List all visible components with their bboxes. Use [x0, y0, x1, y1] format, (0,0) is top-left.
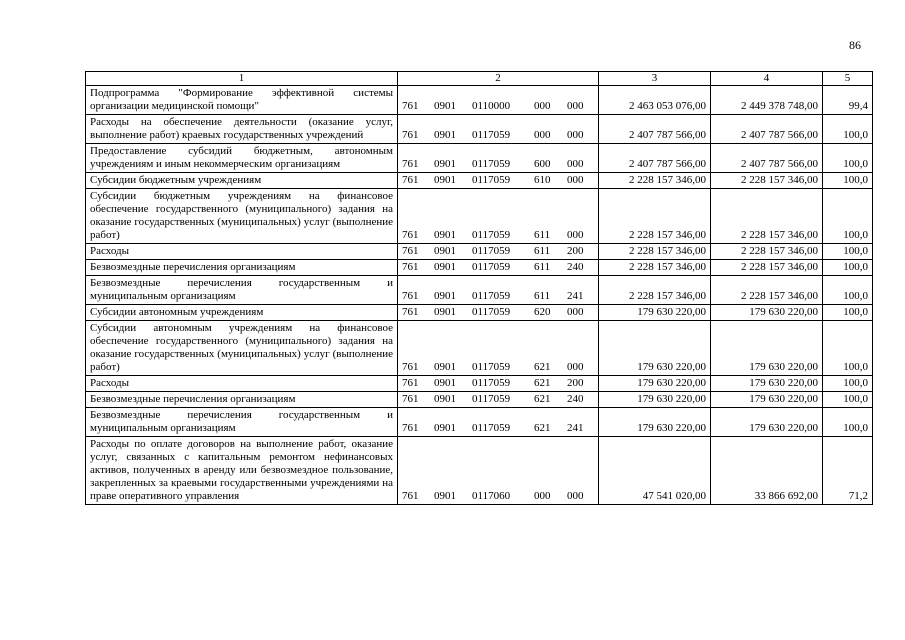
section-code: 0901 — [434, 100, 456, 112]
section-code: 0901 — [434, 490, 456, 502]
execution-percent: 100,0 — [823, 189, 873, 244]
table-row — [86, 144, 873, 173]
expense-type-code: 621 — [534, 377, 551, 389]
admin-code: 761 — [402, 393, 419, 405]
planned-amount: 179 630 220,00 — [599, 321, 711, 376]
admin-code: 761 — [402, 361, 419, 373]
table-row — [86, 189, 873, 244]
table-row — [86, 305, 873, 321]
execution-percent: 99,4 — [823, 86, 873, 115]
table-row — [86, 86, 873, 115]
actual-amount: 2 228 157 346,00 — [711, 244, 823, 260]
item-code: 0117059 — [472, 158, 511, 170]
kosgu-code: 200 — [567, 377, 584, 389]
admin-code: 761 — [402, 377, 419, 389]
execution-percent: 100,0 — [823, 260, 873, 276]
actual-amount: 179 630 220,00 — [711, 392, 823, 408]
row-codes — [398, 305, 599, 321]
planned-amount: 2 407 787 566,00 — [599, 115, 711, 144]
expense-type-code: 621 — [534, 422, 551, 434]
budget-execution-table — [85, 71, 873, 505]
expense-type-code: 000 — [534, 129, 551, 141]
execution-percent: 100,0 — [823, 115, 873, 144]
execution-percent: 100,0 — [823, 305, 873, 321]
row-name: Субсидии автономным учреждениям на финансовое обеспечение государственного (муниципального) задания на оказание государственных (муниципальных) услуг (выполнение работ) — [86, 321, 398, 376]
kosgu-code: 241 — [567, 422, 584, 434]
expense-type-code: 621 — [534, 393, 551, 405]
execution-percent: 100,0 — [823, 321, 873, 376]
row-name: Безвозмездные перечисления государственным и муниципальным организациям — [86, 408, 398, 437]
table-row — [86, 173, 873, 189]
row-codes — [398, 321, 599, 376]
actual-amount: 2 228 157 346,00 — [711, 189, 823, 244]
row-name: Субсидии бюджетным учреждениям на финансовое обеспечение государственного (муниципального) задания на оказание государственных (муниципальных) услуг (выполнение работ) — [86, 189, 398, 244]
row-codes — [398, 189, 599, 244]
row-codes — [398, 144, 599, 173]
execution-percent: 100,0 — [823, 173, 873, 189]
expense-type-code: 620 — [534, 306, 551, 318]
row-name: Предоставление субсидий бюджетным, автономным учреждениям и иным некоммерческим организациям — [86, 144, 398, 173]
expense-type-code: 611 — [534, 245, 551, 257]
actual-amount: 179 630 220,00 — [711, 408, 823, 437]
kosgu-code: 200 — [567, 245, 584, 257]
row-name: Безвозмездные перечисления организациям — [86, 260, 398, 276]
execution-percent: 71,2 — [823, 437, 873, 505]
actual-amount: 33 866 692,00 — [711, 437, 823, 505]
row-name: Безвозмездные перечисления организациям — [86, 392, 398, 408]
section-code: 0901 — [434, 174, 456, 186]
item-code: 0117059 — [472, 290, 511, 302]
item-code: 0110000 — [472, 100, 511, 112]
admin-code: 761 — [402, 245, 419, 257]
execution-percent: 100,0 — [823, 244, 873, 260]
expense-type-code: 611 — [534, 229, 551, 241]
actual-amount: 2 228 157 346,00 — [711, 260, 823, 276]
kosgu-code: 000 — [567, 361, 584, 373]
row-name: Субсидии бюджетным учреждениям — [86, 173, 398, 189]
planned-amount: 2 463 053 076,00 — [599, 86, 711, 115]
row-codes — [398, 392, 599, 408]
item-code: 0117059 — [472, 422, 511, 434]
kosgu-code: 000 — [567, 490, 584, 502]
table-row — [86, 260, 873, 276]
row-name: Расходы по оплате договоров на выполнение работ, оказание услуг, связанных с капитальным ремонтом нефинансовых активов, полученных в аренду или безвозмездное пользование, закрепленных за краевыми государственными учреждениями на праве оперативного управления — [86, 437, 398, 505]
planned-amount: 2 407 787 566,00 — [599, 144, 711, 173]
execution-percent: 100,0 — [823, 408, 873, 437]
row-name: Субсидии автономным учреждениям — [86, 305, 398, 321]
row-codes — [398, 408, 599, 437]
planned-amount: 179 630 220,00 — [599, 305, 711, 321]
kosgu-code: 000 — [567, 129, 584, 141]
actual-amount: 2 407 787 566,00 — [711, 144, 823, 173]
section-code: 0901 — [434, 129, 456, 141]
row-codes — [398, 173, 599, 189]
kosgu-code: 000 — [567, 100, 584, 112]
admin-code: 761 — [402, 229, 419, 241]
row-name: Расходы — [86, 376, 398, 392]
section-code: 0901 — [434, 306, 456, 318]
table-row — [86, 244, 873, 260]
table-header-row — [86, 72, 873, 86]
actual-amount: 179 630 220,00 — [711, 321, 823, 376]
actual-amount: 2 449 378 748,00 — [711, 86, 823, 115]
row-codes — [398, 276, 599, 305]
admin-code: 761 — [402, 174, 419, 186]
item-code: 0117059 — [472, 393, 511, 405]
section-code: 0901 — [434, 422, 456, 434]
admin-code: 761 — [402, 261, 419, 273]
actual-amount: 179 630 220,00 — [711, 376, 823, 392]
row-name: Расходы на обеспечение деятельности (оказание услуг, выполнение работ) краевых государственных учреждений — [86, 115, 398, 144]
item-code: 0117059 — [472, 245, 511, 257]
planned-amount: 179 630 220,00 — [599, 392, 711, 408]
row-name: Расходы — [86, 244, 398, 260]
execution-percent: 100,0 — [823, 276, 873, 305]
row-codes — [398, 376, 599, 392]
table-row — [86, 276, 873, 305]
planned-amount: 2 228 157 346,00 — [599, 276, 711, 305]
kosgu-code: 000 — [567, 229, 584, 241]
expense-type-code: 621 — [534, 361, 551, 373]
kosgu-code: 240 — [567, 261, 584, 273]
item-code: 0117059 — [472, 361, 511, 373]
row-codes — [398, 115, 599, 144]
table-row — [86, 321, 873, 376]
actual-amount: 2 228 157 346,00 — [711, 276, 823, 305]
kosgu-code: 000 — [567, 158, 584, 170]
table-row — [86, 376, 873, 392]
row-codes — [398, 244, 599, 260]
row-name: Безвозмездные перечисления государственным и муниципальным организациям — [86, 276, 398, 305]
kosgu-code: 241 — [567, 290, 584, 302]
expense-type-code: 611 — [534, 261, 551, 273]
column-header-name: 1 — [86, 72, 398, 86]
item-code: 0117059 — [472, 377, 511, 389]
expense-type-code: 600 — [534, 158, 551, 170]
admin-code: 761 — [402, 129, 419, 141]
section-code: 0901 — [434, 290, 456, 302]
kosgu-code: 000 — [567, 174, 584, 186]
planned-amount: 2 228 157 346,00 — [599, 173, 711, 189]
item-code: 0117059 — [472, 129, 511, 141]
planned-amount: 47 541 020,00 — [599, 437, 711, 505]
item-code: 0117059 — [472, 306, 511, 318]
planned-amount: 179 630 220,00 — [599, 408, 711, 437]
table-row — [86, 437, 873, 505]
page-number: 86 — [849, 38, 861, 52]
table-row — [86, 115, 873, 144]
row-codes — [398, 86, 599, 115]
expense-type-code: 611 — [534, 290, 551, 302]
actual-amount: 2 228 157 346,00 — [711, 173, 823, 189]
item-code: 0117059 — [472, 174, 511, 186]
column-header-percent: 5 — [823, 72, 873, 86]
row-codes — [398, 437, 599, 505]
item-code: 0117060 — [472, 490, 511, 502]
execution-percent: 100,0 — [823, 144, 873, 173]
row-name: Подпрограмма "Формирование эффективной системы организации медицинской помощи" — [86, 86, 398, 115]
execution-percent: 100,0 — [823, 392, 873, 408]
kosgu-code: 240 — [567, 393, 584, 405]
admin-code: 761 — [402, 290, 419, 302]
admin-code: 761 — [402, 158, 419, 170]
admin-code: 761 — [402, 100, 419, 112]
section-code: 0901 — [434, 229, 456, 241]
actual-amount: 179 630 220,00 — [711, 305, 823, 321]
table-body — [86, 86, 873, 505]
expense-type-code: 000 — [534, 100, 551, 112]
column-header-codes: 2 — [398, 72, 599, 86]
actual-amount: 2 407 787 566,00 — [711, 115, 823, 144]
column-header-plan: 3 — [599, 72, 711, 86]
admin-code: 761 — [402, 306, 419, 318]
planned-amount: 2 228 157 346,00 — [599, 189, 711, 244]
section-code: 0901 — [434, 245, 456, 257]
execution-percent: 100,0 — [823, 376, 873, 392]
section-code: 0901 — [434, 361, 456, 373]
kosgu-code: 000 — [567, 306, 584, 318]
admin-code: 761 — [402, 490, 419, 502]
planned-amount: 179 630 220,00 — [599, 376, 711, 392]
section-code: 0901 — [434, 261, 456, 273]
table-row — [86, 408, 873, 437]
admin-code: 761 — [402, 422, 419, 434]
section-code: 0901 — [434, 377, 456, 389]
row-codes — [398, 260, 599, 276]
table-row — [86, 392, 873, 408]
item-code: 0117059 — [472, 261, 511, 273]
column-header-fact: 4 — [711, 72, 823, 86]
item-code: 0117059 — [472, 229, 511, 241]
planned-amount: 2 228 157 346,00 — [599, 260, 711, 276]
expense-type-code: 000 — [534, 490, 551, 502]
section-code: 0901 — [434, 158, 456, 170]
planned-amount: 2 228 157 346,00 — [599, 244, 711, 260]
expense-type-code: 610 — [534, 174, 551, 186]
section-code: 0901 — [434, 393, 456, 405]
